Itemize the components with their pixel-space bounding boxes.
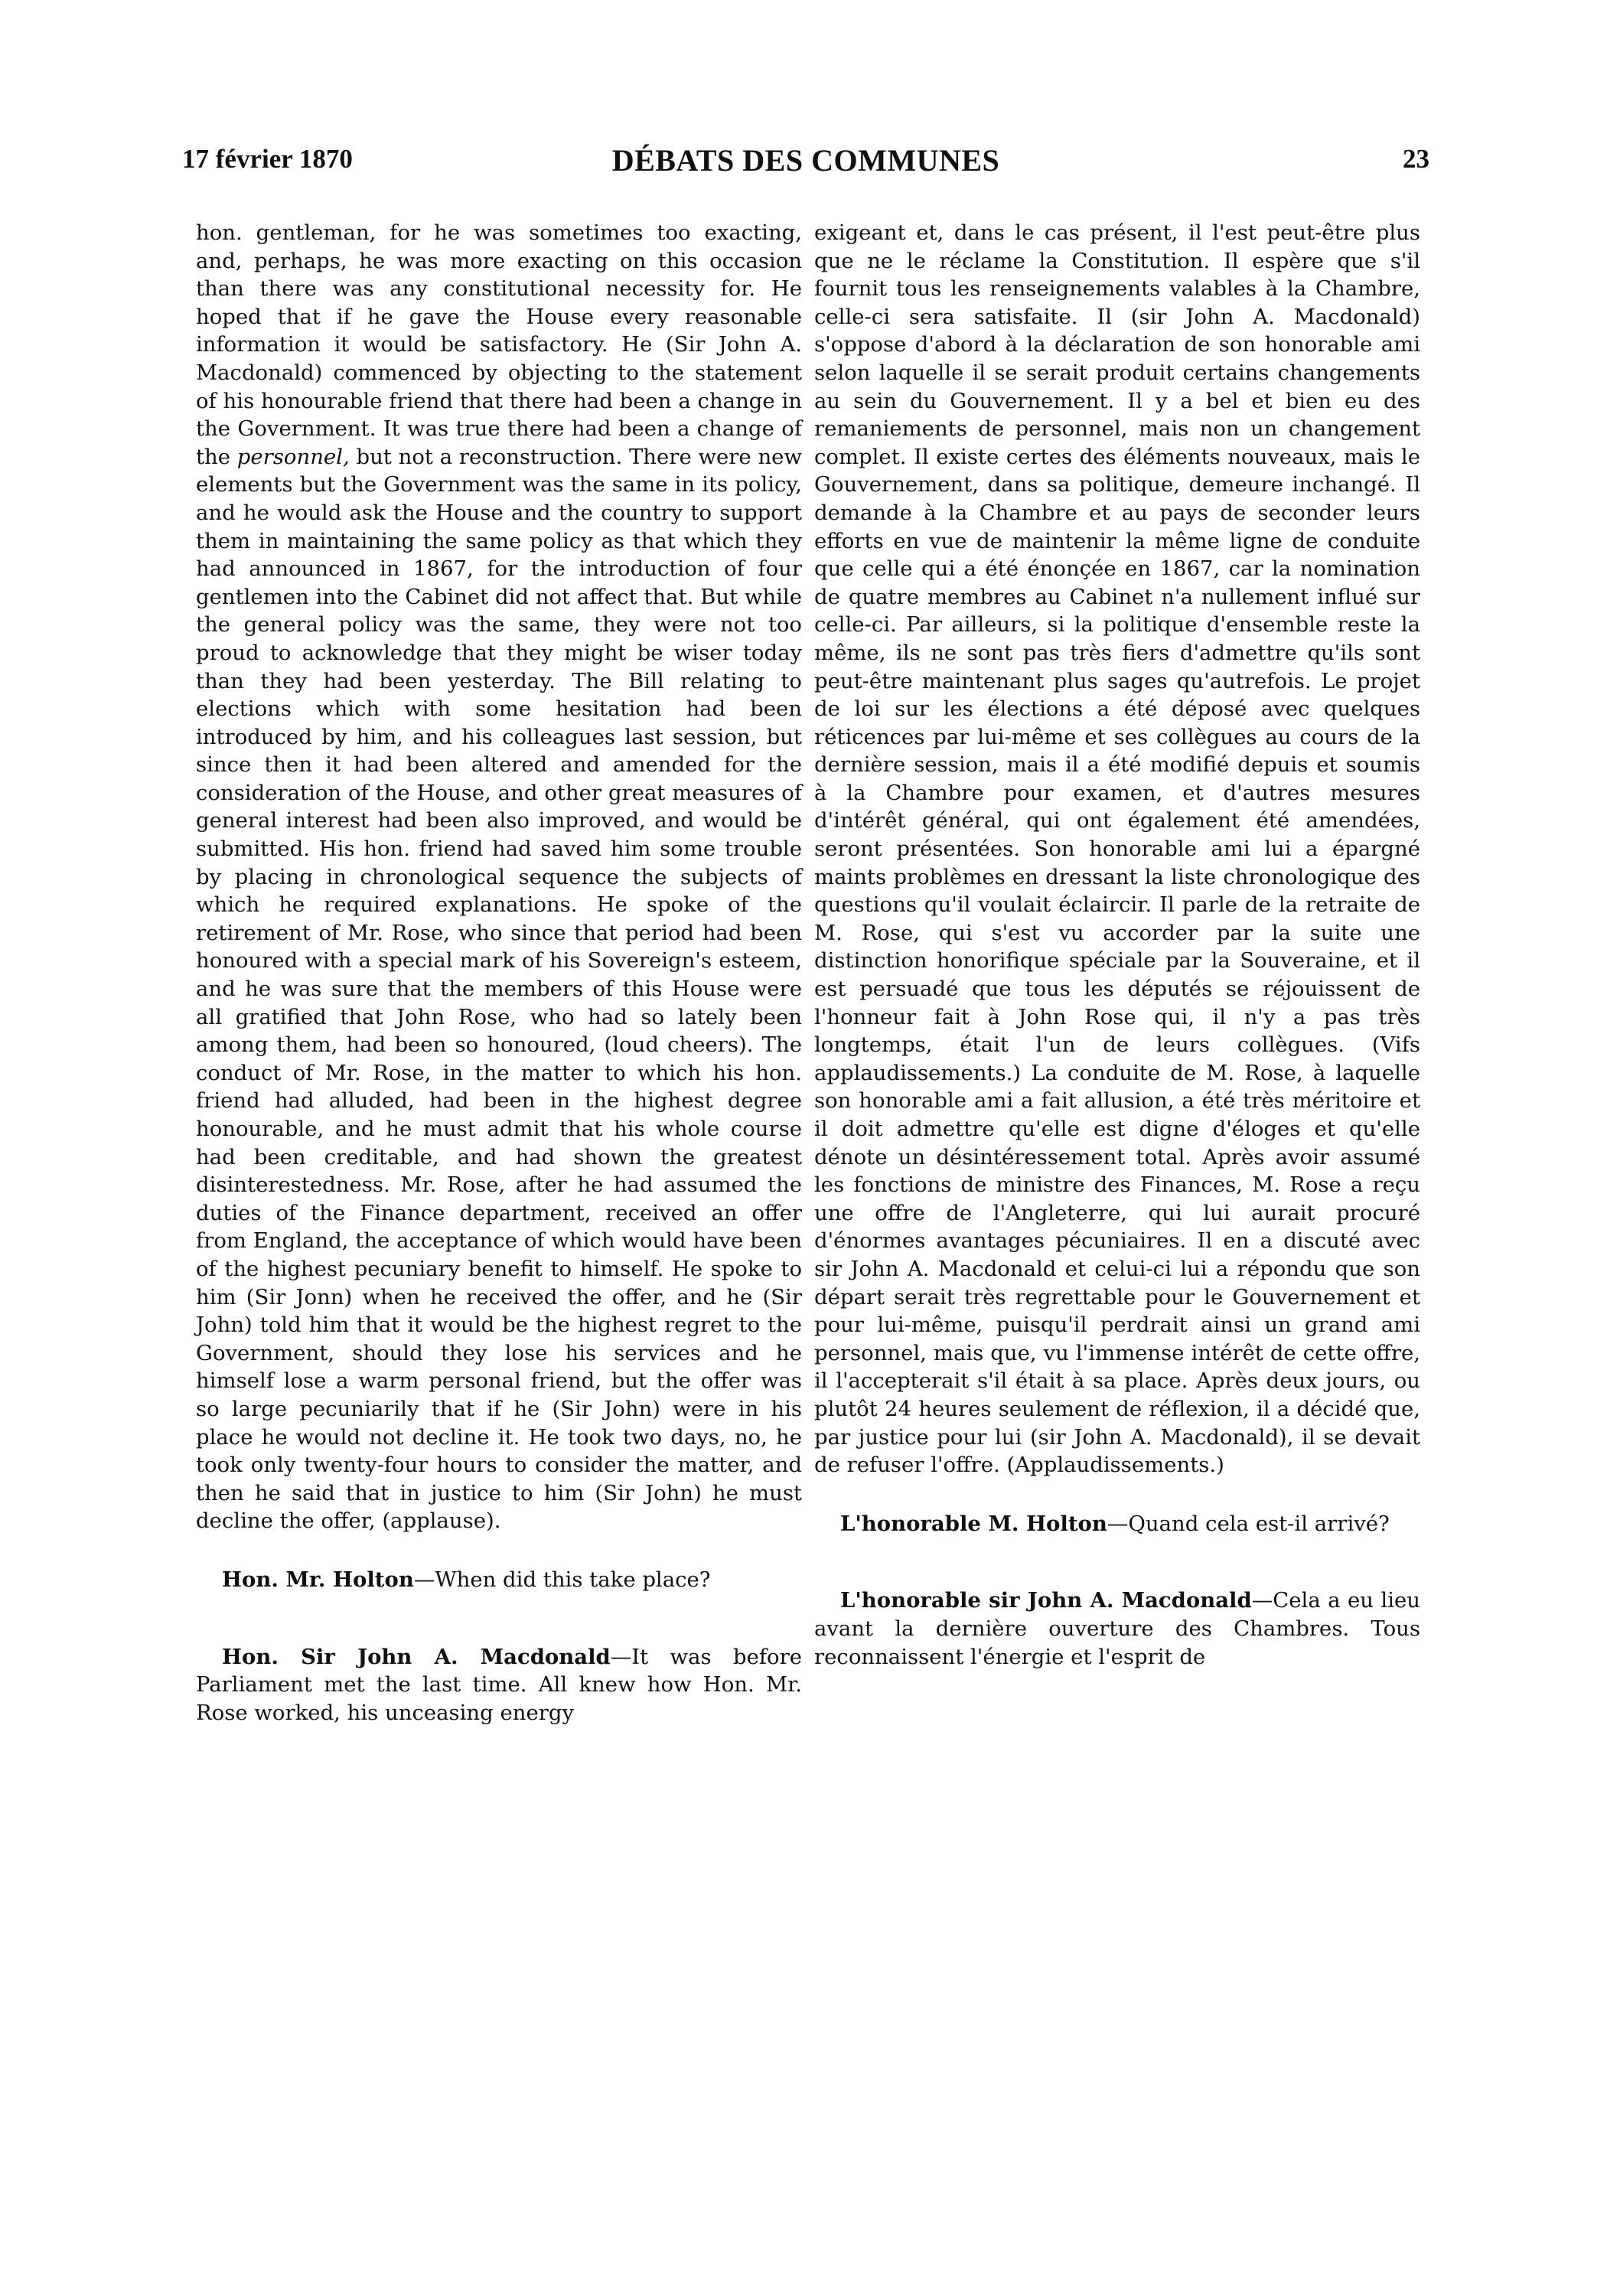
en-paragraph-part: but not a reconstruction. There were new elements but the Government was the same in its policy, and he would ask the House and the country to support them in maintaining the same policy as that which they had announced in 1867, for the introduction of four gentlemen into the Cabinet did not affect that. But while the general policy was the same, they were not too proud to acknowledge that they might be wiser today than they had been yesterday. The Bill relating to elections which with some hesitation had been introduced by him, and his colleagues last session, but since then it had been altered and amended for the consideration of the House, and other great measures of general interest had been also improved, and would be submitted. His hon. friend had saved him some trouble by placing in chronological sequence the subjects of which he required explanations. He spoke of the retirement of Mr. Rose, who since that period had been honoured with a special mark of his Sovereign's esteem, and he was sure that the members of this House were all gratified that John Rose, who had so lately been among them, had been so honoured, (loud cheers). The conduct of Mr. Rose, in the matter to which his hon. friend had alluded, had been in the highest degree honourable, and he must admit that his whole course had been creditable, and had shown the greatest disinterestedness. Mr. Rose, after he had assumed the duties of the Finance department, received an offer from England, the acceptance of which would have been of the highest pecuniary benefit to himself. He spoke to him (Sir Jonn) when he received the offer, and he (Sir John) told him that it would be the highest regret to the Government, should they lose his services and he himself lose a warm personal friend, but the offer was so large pecuniarily that if he (Sir John) were in his place he would not decline it. He took two days, no, he took only twenty-four hours to consider the matter, and then he said that in justice to him (Sir John) he must decline the offer, (applause). — [196, 444, 802, 1534]
fr-paragraph-macdonald-speech: exigeant et, dans le cas présent, il l'est peut-être plus que ne le réclame la Constitution. Il espère que s'il fournit tous les renseignements valables à la Chambre, celle-ci sera satisfaite. Il (sir John A. Macdonald) s'oppose d'abord à la déclaration de son honorable ami selon laquelle il se serait produit certains changements au sein du Gouvernement. Il y a bel et bien eu des remaniements de personnel, mais non un changement complet. Il existe certes des éléments nouveaux, mais le Gouvernement, dans sa politique, demeure inchangé. Il demande à la Chambre et au pays de seconder leurs efforts en vue de maintenir la même ligne de conduite que celle qui a été énonçée en 1867, car la nomination de quatre membres au Cabinet n'a nullement influé sur celle-ci. Par ailleurs, si la politique d'ensemble reste la même, ils ne sont pas très fiers d'admettre qu'ils sont peut-être maintenant plus sages qu'autrefois. Le projet de loi sur les élections a été déposé avec quelques réticences par lui-même et ses collègues au cours de la dernière session, mais il a été modifié depuis et soumis à la Chambre pour examen, et d'autres mesures d'intérêt général, qui ont également été amendées, seront présentées. Son honorable ami lui a épargné maints problèmes en dressant la liste chronologique des questions qu'il voulait éclaircir. Il parle de la retraite de M. Rose, qui s'est vu accorder par la suite une distinction honorifique spéciale par la Souveraine, et il est persuadé que tous les députés se réjouissent de l'honneur fait à John Rose qui, il n'y a pas très longtemps, était l'un de leurs collègues. (Vifs applaudissements.) La conduite de M. Rose, à laquelle son honorable ami a fait allusion, a été très méritoire et il doit admettre qu'elle est digne d'éloges et qu'elle dénote un désintéressement total. Après avoir assumé les fonctions de ministre des Finances, M. Rose a reçu une offre de l'Angleterre, qui lui aurait procuré d'énormes avantages pécuniaires. Il en a discuté avec sir John A. Macdonald et celui-ci lui a répondu que son départ serait très regrettable pour le Gouvernement et pour lui-même, puisqu'il perdrait ainsi un grand ami personnel, mais que, vu l'immense intérêt de cette offre, il l'accepterait s'il était à sa place. Après deux jours, ou plutôt 24 heures seulement de réflexion, il a décidé que, par justice pour lui (sir John A. Macdonald), il se devait de refuser l'offre. (Applaudissements.) — [814, 220, 1420, 1478]
en-macdonald-text: —It was before Parliament met the last time. All knew how Hon. Mr. Rose worked, his unceasing energy — [196, 1644, 802, 1725]
fr-paragraph-holton — [814, 1510, 1420, 1538]
fr-paragraph-macdonald-reply — [814, 1587, 1420, 1671]
fr-holton-text: —Quand cela est-il arrivé? — [1107, 1511, 1390, 1536]
en-speaker-holton: Hon. Mr. Holton — [222, 1567, 414, 1592]
english-column — [196, 219, 802, 1727]
en-holton-text: —When did this take place? — [413, 1567, 711, 1592]
french-column — [814, 219, 1420, 1671]
en-speaker-macdonald: Hon. Sir John A. Macdonald — [222, 1644, 611, 1669]
fr-speaker-macdonald: L'honorable sir John A. Macdonald — [840, 1588, 1252, 1613]
en-paragraph-macdonald-speech — [196, 219, 802, 1535]
en-italic-term: personnel, — [236, 444, 350, 469]
header-title: DÉBATS DES COMMUNES — [611, 143, 1000, 178]
page-number: 23 — [1403, 144, 1429, 174]
en-paragraph-holton — [196, 1566, 802, 1594]
page-header — [182, 144, 1429, 187]
en-paragraph-part: hon. gentleman, for he was sometimes too exacting, and, perhaps, he was more exacting on this occasion than there was any constitutional necessity for. He hoped that if he gave the House every reasonable information it would be satisfactory. He (Sir John A. Macdonald) commenced by objecting to the statement of his honourable friend that there had been a change in the Government. It was true there had been a change of the — [196, 220, 802, 469]
en-paragraph-macdonald-reply — [196, 1643, 802, 1727]
header-date: 17 février 1870 — [182, 144, 353, 174]
fr-macdonald-text: —Cela a eu lieu avant la dernière ouverture des Chambres. Tous reconnaissent l'énergie et l'esprit de — [814, 1588, 1421, 1669]
fr-speaker-holton: L'honorable M. Holton — [840, 1511, 1107, 1536]
